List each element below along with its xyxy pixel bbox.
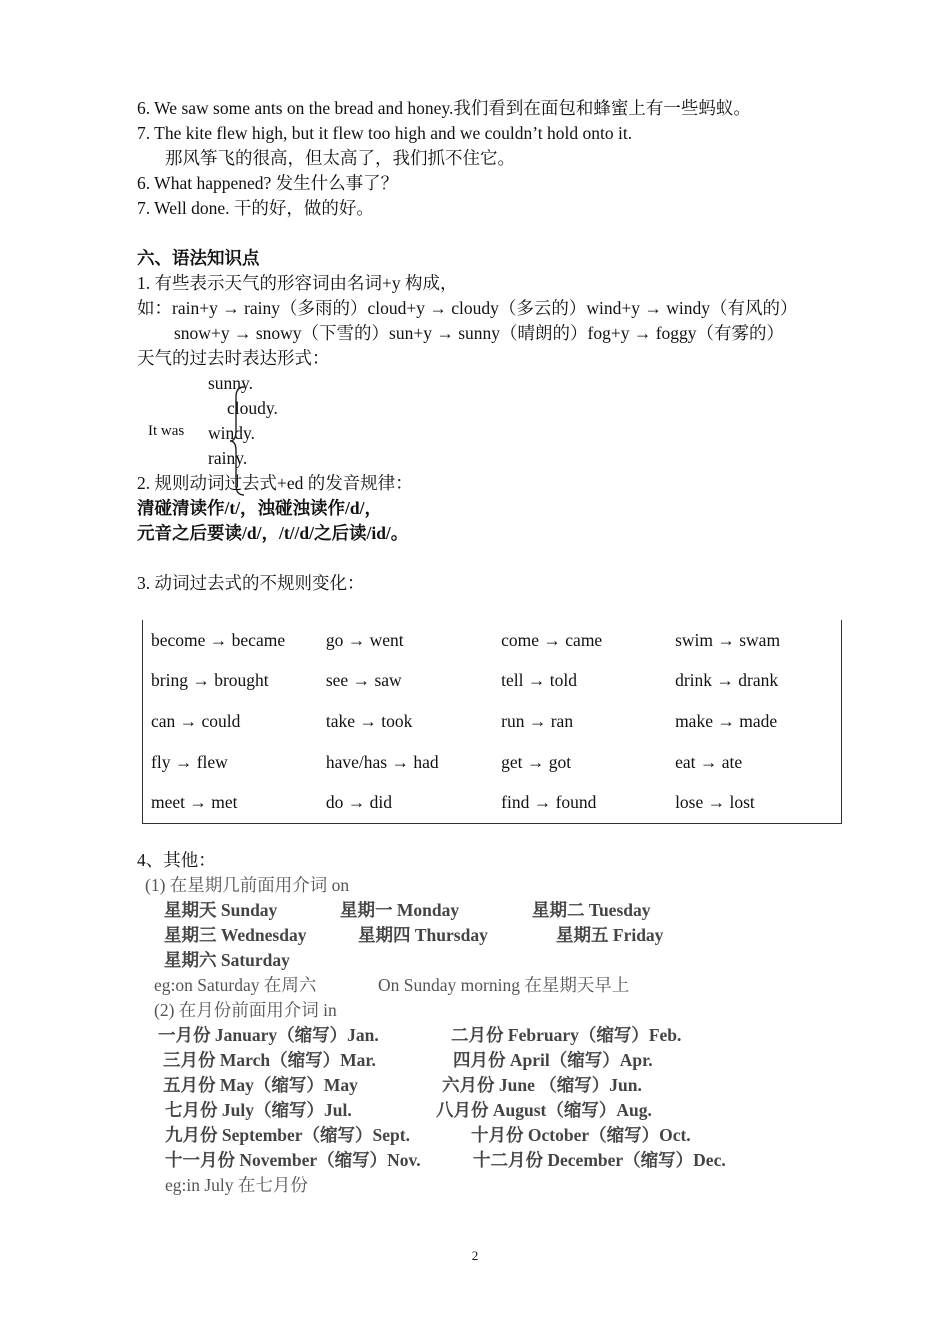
verb-cell: go → went — [325, 629, 404, 650]
month-february: 二月份 February（缩写）Feb. — [451, 1025, 682, 1045]
month-october: 十月份 October（缩写）Oct. — [471, 1125, 691, 1145]
table-row — [143, 620, 842, 661]
month-may: 五月份 May（缩写）May — [163, 1075, 358, 1095]
phrase-well-done: 7. Well done. 干的好，做的好。 — [137, 198, 374, 218]
month-example: eg:in July 在七月份 — [165, 1175, 308, 1195]
verb-cell: run → ran — [501, 710, 574, 731]
table-row — [143, 661, 842, 702]
day-monday: 星期一 Monday — [340, 900, 460, 920]
grammar-heading: 六、语法知识点 — [137, 248, 260, 268]
page-number: 2 — [471, 1248, 479, 1263]
month-september: 九月份 September（缩写）Sept. — [165, 1125, 410, 1145]
month-december: 十二月份 December（缩写）Dec. — [473, 1150, 726, 1170]
verb-cell: see → saw — [325, 670, 402, 691]
verb-cell: can → could — [151, 710, 241, 731]
day-thursday: 星期四 Thursday — [358, 925, 488, 945]
grammar-point-3: 3. 动词过去式的不规则变化： — [137, 573, 365, 593]
month-rule: (2) 在月份前面用介词 in — [154, 1000, 337, 1020]
verb-cell: find → found — [501, 792, 597, 813]
it-was-label: It was — [148, 423, 185, 439]
month-august: 八月份 August（缩写）Aug. — [436, 1100, 652, 1120]
weather-cloudy: cloudy. — [227, 398, 278, 418]
sentence-6: 6. We saw some ants on the bread and honey.我们看到在面包和蜂蜜上有一些蚂蚁。 — [137, 98, 751, 118]
month-june: 六月份 June （缩写）Jun. — [442, 1075, 642, 1095]
day-sunday: 星期天 Sunday — [164, 900, 278, 920]
day-tuesday: 星期二 Tuesday — [532, 900, 651, 920]
verb-cell: fly → flew — [151, 751, 228, 772]
grammar-point-1: 1. 有些表示天气的形容词由名词+y 构成， — [137, 273, 458, 293]
day-saturday: 星期六 Saturday — [164, 950, 290, 970]
pronunciation-rule-2: 元音之后要读/d/，/t//d/之后读/id/。 — [137, 523, 409, 543]
weekday-example-1: eg:on Saturday 在周六 — [154, 975, 317, 995]
verb-cell: take → took — [325, 710, 413, 731]
phrase-what-happened: 6. What happened? 发生什么事了？ — [137, 173, 399, 193]
verb-cell: drink → drank — [675, 670, 779, 691]
verb-cell: have/has → had — [325, 751, 439, 772]
weather-windy: windy. — [208, 423, 255, 443]
verb-cell: eat → ate — [675, 751, 743, 772]
table-row — [143, 742, 842, 783]
table-row — [143, 782, 842, 823]
month-january: 一月份 January（缩写）Jan. — [158, 1025, 379, 1045]
verb-cell: meet → met — [151, 792, 238, 813]
day-wednesday: 星期三 Wednesday — [164, 925, 307, 945]
verb-cell: come → came — [501, 629, 603, 650]
irregular-verbs-table — [142, 620, 842, 824]
other-heading: 4、其他： — [137, 850, 216, 870]
month-march: 三月份 March（缩写）Mar. — [163, 1050, 376, 1070]
weather-examples-2: snow+y → snowy（下雪的）sun+y → sunny（晴朗的）fog+y → foggy（有雾的） — [174, 323, 785, 343]
sentence-7-translation: 那风筝飞的很高，但太高了，我们抓不住它。 — [165, 148, 515, 168]
pronunciation-rule-1: 清碰清读作/t/，浊碰浊读作/d/， — [137, 498, 383, 518]
weather-rainy: rainy. — [208, 448, 248, 468]
day-friday: 星期五 Friday — [556, 925, 664, 945]
grammar-point-2: 2. 规则动词过去式+ed 的发音规律： — [137, 473, 413, 493]
weekday-example-2: On Sunday morning 在星期天早上 — [378, 975, 630, 995]
month-november: 十一月份 November（缩写）Nov. — [165, 1150, 421, 1170]
verb-cell: tell → told — [501, 670, 577, 691]
verb-cell: do → did — [325, 792, 392, 813]
verb-cell: get → got — [501, 751, 572, 772]
weekday-rule: (1) 在星期几前面用介词 on — [145, 875, 350, 895]
verb-cell: swim → swam — [675, 629, 781, 650]
sentence-7: 7. The kite flew high, but it flew too high and we couldn’t hold onto it. — [137, 123, 633, 143]
month-july: 七月份 July（缩写）Jul. — [165, 1100, 352, 1120]
weather-sunny: sunny. — [208, 373, 254, 393]
verb-cell: make → made — [675, 710, 778, 731]
month-april: 四月份 April（缩写）Apr. — [453, 1050, 653, 1070]
table-row — [143, 701, 842, 742]
weather-examples-1: 如：rain+y → rainy（多雨的）cloud+y → cloudy（多云的）wind+y → windy（有风的） — [137, 298, 798, 318]
verb-cell: become → became — [151, 629, 286, 650]
verb-cell: bring → brought — [151, 670, 269, 691]
verb-cell: lose → lost — [675, 792, 755, 813]
weather-past-label: 天气的过去时表达形式： — [137, 348, 330, 368]
